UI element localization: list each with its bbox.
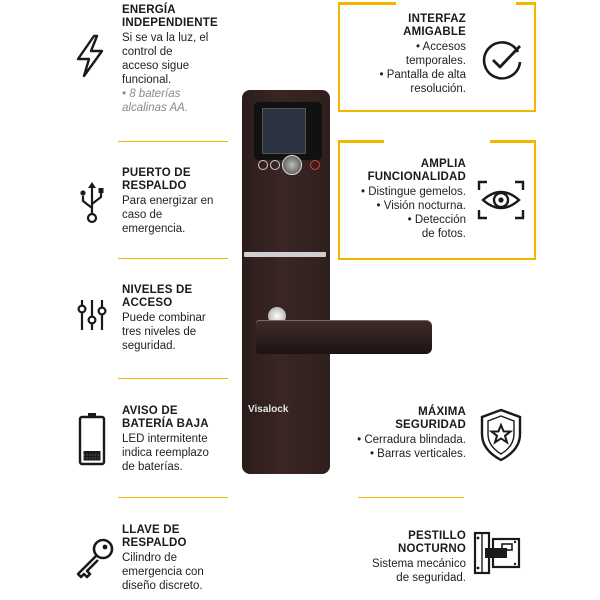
lock-lever bbox=[256, 320, 432, 354]
feature-text: • Distingue gemelos. • Visión nocturna. • Detección de fotos. bbox=[360, 186, 466, 240]
feature-title: MÁXIMA SEGURIDAD bbox=[395, 406, 466, 431]
divider bbox=[118, 378, 228, 379]
feature-text: Sistema mecánico de seguridad. bbox=[372, 558, 466, 584]
usb-icon bbox=[78, 180, 106, 224]
shield-star-icon bbox=[478, 408, 524, 462]
feature-text: LED intermitente indica reemplazo de baterías. bbox=[122, 433, 209, 473]
fingerprint-sensor bbox=[282, 155, 302, 175]
lock-screen bbox=[262, 108, 306, 154]
feature-text: Si se va la luz, el control de acceso sigue funcional. bbox=[122, 32, 209, 86]
feature-niveles bbox=[122, 284, 240, 353]
battery-low-icon bbox=[78, 412, 106, 466]
lock-plate bbox=[244, 252, 326, 257]
feature-text: Puede combinar tres niveles de seguridad. bbox=[122, 312, 206, 352]
feature-note: • 8 baterías alcalinas AA. bbox=[122, 88, 189, 114]
feature-maxima bbox=[342, 406, 466, 461]
feature-text: Para energizar en caso de emergencia. bbox=[122, 195, 214, 235]
feature-title: LLAVE DE RESPALDO bbox=[122, 524, 187, 549]
lock-button-right bbox=[270, 160, 280, 170]
sliders-icon bbox=[76, 298, 108, 332]
feature-energia bbox=[122, 4, 240, 115]
lock-button-left bbox=[258, 160, 268, 170]
feature-aviso bbox=[122, 405, 240, 474]
feature-llave bbox=[122, 524, 240, 593]
brand-label: Visalock bbox=[248, 404, 289, 415]
divider bbox=[358, 497, 464, 498]
eye-scan-icon bbox=[476, 178, 526, 222]
feature-title: AVISO DE BATERÍA BAJA bbox=[122, 405, 209, 430]
feature-title: PESTILLO NOCTURNO bbox=[397, 530, 466, 555]
feature-text: • Cerradura blindada. • Barras verticales. bbox=[357, 434, 466, 460]
feature-title: AMPLIA FUNCIONALIDAD bbox=[367, 158, 466, 183]
feature-title: INTERFAZ AMIGABLE bbox=[403, 13, 466, 38]
divider bbox=[118, 141, 228, 142]
feature-text: • Accesos temporales. • Pantalla de alta resolución. bbox=[379, 41, 466, 95]
check-circle-icon bbox=[480, 38, 524, 82]
feature-amplia bbox=[342, 158, 466, 241]
feature-text: Cilindro de emergencia con diseño discreto. bbox=[122, 552, 204, 592]
feature-title: PUERTO DE RESPALDO bbox=[122, 167, 191, 192]
key-icon bbox=[72, 536, 116, 580]
feature-puerto bbox=[122, 167, 240, 236]
lightning-icon bbox=[70, 34, 110, 78]
feature-pestillo bbox=[342, 530, 466, 585]
feature-title: NIVELES DE ACCESO bbox=[122, 284, 193, 309]
power-icon bbox=[310, 160, 320, 170]
feature-interfaz bbox=[342, 13, 466, 96]
feature-title: ENERGÍA INDEPENDIENTE bbox=[122, 4, 218, 29]
divider bbox=[118, 258, 228, 259]
divider bbox=[118, 497, 228, 498]
deadbolt-icon bbox=[472, 530, 522, 576]
